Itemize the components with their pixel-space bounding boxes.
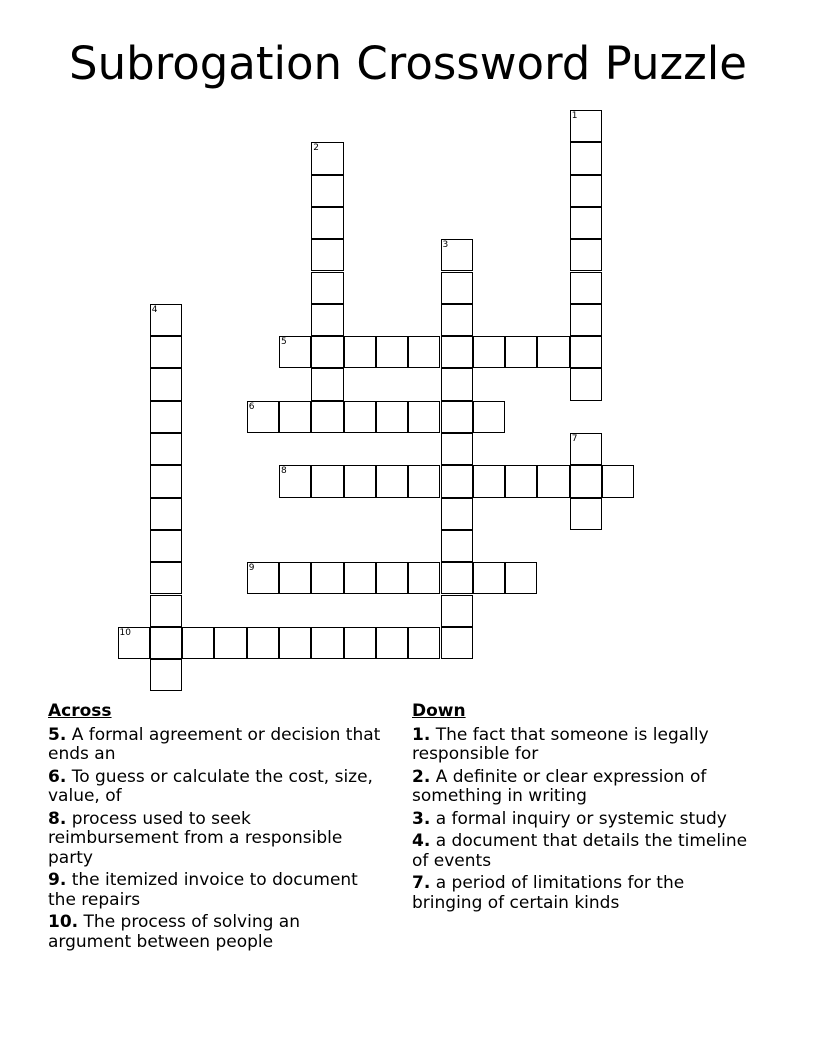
clue-text: A definite or clear expression of something in writing — [412, 766, 707, 806]
clue-number-label: 8. — [48, 808, 67, 829]
clue-text: process used to seek reimbursement from a responsible party — [48, 808, 343, 868]
clue-number-label: 4. — [412, 831, 431, 851]
down-clue — [412, 832, 752, 871]
grid-cell[interactable] — [441, 239, 473, 271]
grid-cell[interactable] — [505, 562, 537, 594]
grid-cell[interactable] — [537, 336, 569, 368]
grid-cell[interactable] — [150, 530, 182, 562]
grid-cell[interactable] — [505, 336, 537, 368]
grid-cell[interactable] — [344, 336, 376, 368]
down-clue — [412, 726, 752, 765]
grid-cell[interactable] — [279, 401, 311, 433]
grid-cell[interactable] — [376, 562, 408, 594]
grid-cell[interactable] — [311, 562, 343, 594]
grid-cell[interactable] — [570, 175, 602, 207]
grid-cell[interactable] — [311, 401, 343, 433]
grid-cell[interactable] — [311, 336, 343, 368]
grid-cell[interactable] — [473, 465, 505, 497]
grid-cell[interactable] — [441, 336, 473, 368]
grid-cell[interactable] — [408, 401, 440, 433]
grid-cell[interactable] — [247, 401, 279, 433]
grid-cell[interactable] — [570, 433, 602, 465]
grid-cell[interactable] — [311, 272, 343, 304]
grid-cell[interactable] — [408, 562, 440, 594]
clue-text: a document that details the timeline of events — [412, 831, 748, 871]
grid-cell[interactable] — [311, 304, 343, 336]
clue-text: a formal inquiry or systemic study — [430, 808, 727, 829]
clue-number: 7 — [571, 434, 578, 444]
grid-cell[interactable] — [150, 304, 182, 336]
grid-cell[interactable] — [441, 498, 473, 530]
clue-number-label: 1. — [412, 724, 431, 745]
clue-number-label: 9. — [48, 870, 67, 890]
clue-number: 4 — [151, 304, 158, 315]
down-heading: Down — [412, 701, 466, 721]
clue-number: 1 — [571, 111, 578, 121]
down-clue — [412, 768, 752, 807]
clue-text: a period of limitations for the bringing of certain kinds — [412, 873, 685, 913]
grid-cell[interactable] — [570, 110, 602, 142]
grid-cell[interactable] — [344, 465, 376, 497]
grid-cell[interactable] — [441, 595, 473, 627]
grid-cell[interactable] — [150, 562, 182, 594]
grid-cell[interactable] — [473, 336, 505, 368]
grid-cell[interactable] — [408, 336, 440, 368]
across-clue — [48, 810, 383, 869]
grid-cell[interactable] — [279, 562, 311, 594]
grid-cell[interactable] — [150, 368, 182, 400]
clue-number-label: 6. — [48, 766, 67, 787]
grid-cell[interactable] — [570, 272, 602, 304]
grid-cell[interactable] — [344, 401, 376, 433]
grid-cell[interactable] — [150, 627, 182, 659]
grid-cell[interactable] — [150, 659, 182, 691]
clue-number: 2 — [313, 143, 320, 154]
grid-cell[interactable] — [376, 401, 408, 433]
grid-cell[interactable] — [279, 627, 311, 659]
grid-cell[interactable] — [311, 627, 343, 659]
across-clue — [48, 913, 383, 952]
clue-number-label: 2. — [412, 766, 431, 787]
down-clue — [412, 810, 752, 830]
grid-cell[interactable] — [150, 498, 182, 530]
grid-cell[interactable] — [311, 239, 343, 271]
grid-cell[interactable] — [311, 175, 343, 207]
clue-number-label: 10. — [48, 912, 79, 932]
across-clues — [48, 702, 383, 955]
clue-text: A formal agreement or decision that ends an — [48, 724, 381, 764]
down-clue — [412, 874, 752, 913]
grid-cell[interactable] — [441, 433, 473, 465]
grid-cell[interactable] — [376, 465, 408, 497]
grid-cell[interactable] — [408, 627, 440, 659]
grid-cell[interactable] — [311, 142, 343, 174]
grid-cell[interactable] — [150, 595, 182, 627]
grid-cell[interactable] — [214, 627, 246, 659]
across-heading: Across — [48, 701, 112, 721]
clue-number-label: 5. — [48, 724, 67, 745]
grid-cell[interactable] — [570, 336, 602, 368]
grid-cell[interactable] — [441, 368, 473, 400]
grid-cell[interactable] — [441, 465, 473, 497]
grid-cell[interactable] — [441, 401, 473, 433]
clue-number: 9 — [248, 563, 255, 574]
grid-cell[interactable] — [441, 627, 473, 659]
across-clue — [48, 726, 383, 765]
grid-cell[interactable] — [602, 465, 634, 497]
grid-cell[interactable] — [247, 562, 279, 594]
grid-cell[interactable] — [473, 562, 505, 594]
grid-cell[interactable] — [408, 465, 440, 497]
grid-cell[interactable] — [344, 562, 376, 594]
grid-cell[interactable] — [570, 142, 602, 174]
grid-cell[interactable] — [150, 401, 182, 433]
grid-cell[interactable] — [344, 627, 376, 659]
grid-cell[interactable] — [150, 465, 182, 497]
grid-cell[interactable] — [376, 336, 408, 368]
grid-cell[interactable] — [570, 207, 602, 239]
clue-number: 10 — [119, 627, 131, 638]
across-clue — [48, 871, 383, 910]
grid-cell[interactable] — [376, 627, 408, 659]
clue-number: 3 — [442, 240, 449, 251]
puzzle-title: Subrogation Crossword Puzzle — [69, 37, 747, 90]
grid-cell[interactable] — [118, 627, 150, 659]
grid-cell[interactable] — [537, 465, 569, 497]
grid-cell[interactable] — [505, 465, 537, 497]
grid-cell[interactable] — [150, 433, 182, 465]
grid-cell[interactable] — [150, 336, 182, 368]
grid-cell[interactable] — [570, 368, 602, 400]
grid-cell[interactable] — [311, 207, 343, 239]
grid-cell[interactable] — [279, 465, 311, 497]
grid-cell[interactable] — [279, 336, 311, 368]
down-clues — [412, 702, 752, 916]
clue-text: The fact that someone is legally responsible for — [412, 724, 709, 764]
clue-number-label: 3. — [412, 808, 431, 829]
grid-cell[interactable] — [570, 239, 602, 271]
grid-cell[interactable] — [311, 368, 343, 400]
grid-cell[interactable] — [570, 498, 602, 530]
clue-number: 6 — [248, 401, 255, 412]
grid-cell[interactable] — [441, 304, 473, 336]
clue-number-label: 7. — [412, 873, 431, 893]
grid-cell[interactable] — [441, 530, 473, 562]
across-clue — [48, 768, 383, 807]
grid-cell[interactable] — [247, 627, 279, 659]
clue-number: 8 — [281, 466, 287, 477]
grid-cell[interactable] — [570, 304, 602, 336]
grid-cell[interactable] — [182, 627, 214, 659]
grid-cell[interactable] — [570, 465, 602, 497]
clue-text: The process of solving an argument between people — [48, 912, 300, 952]
grid-cell[interactable] — [311, 465, 343, 497]
grid-cell[interactable] — [441, 272, 473, 304]
clue-text: the itemized invoice to document the repairs — [48, 870, 358, 910]
grid-cell[interactable] — [441, 562, 473, 594]
grid-cell[interactable] — [473, 401, 505, 433]
clue-text: To guess or calculate the cost, size, value, of — [48, 766, 373, 806]
clue-number: 5 — [281, 337, 287, 348]
